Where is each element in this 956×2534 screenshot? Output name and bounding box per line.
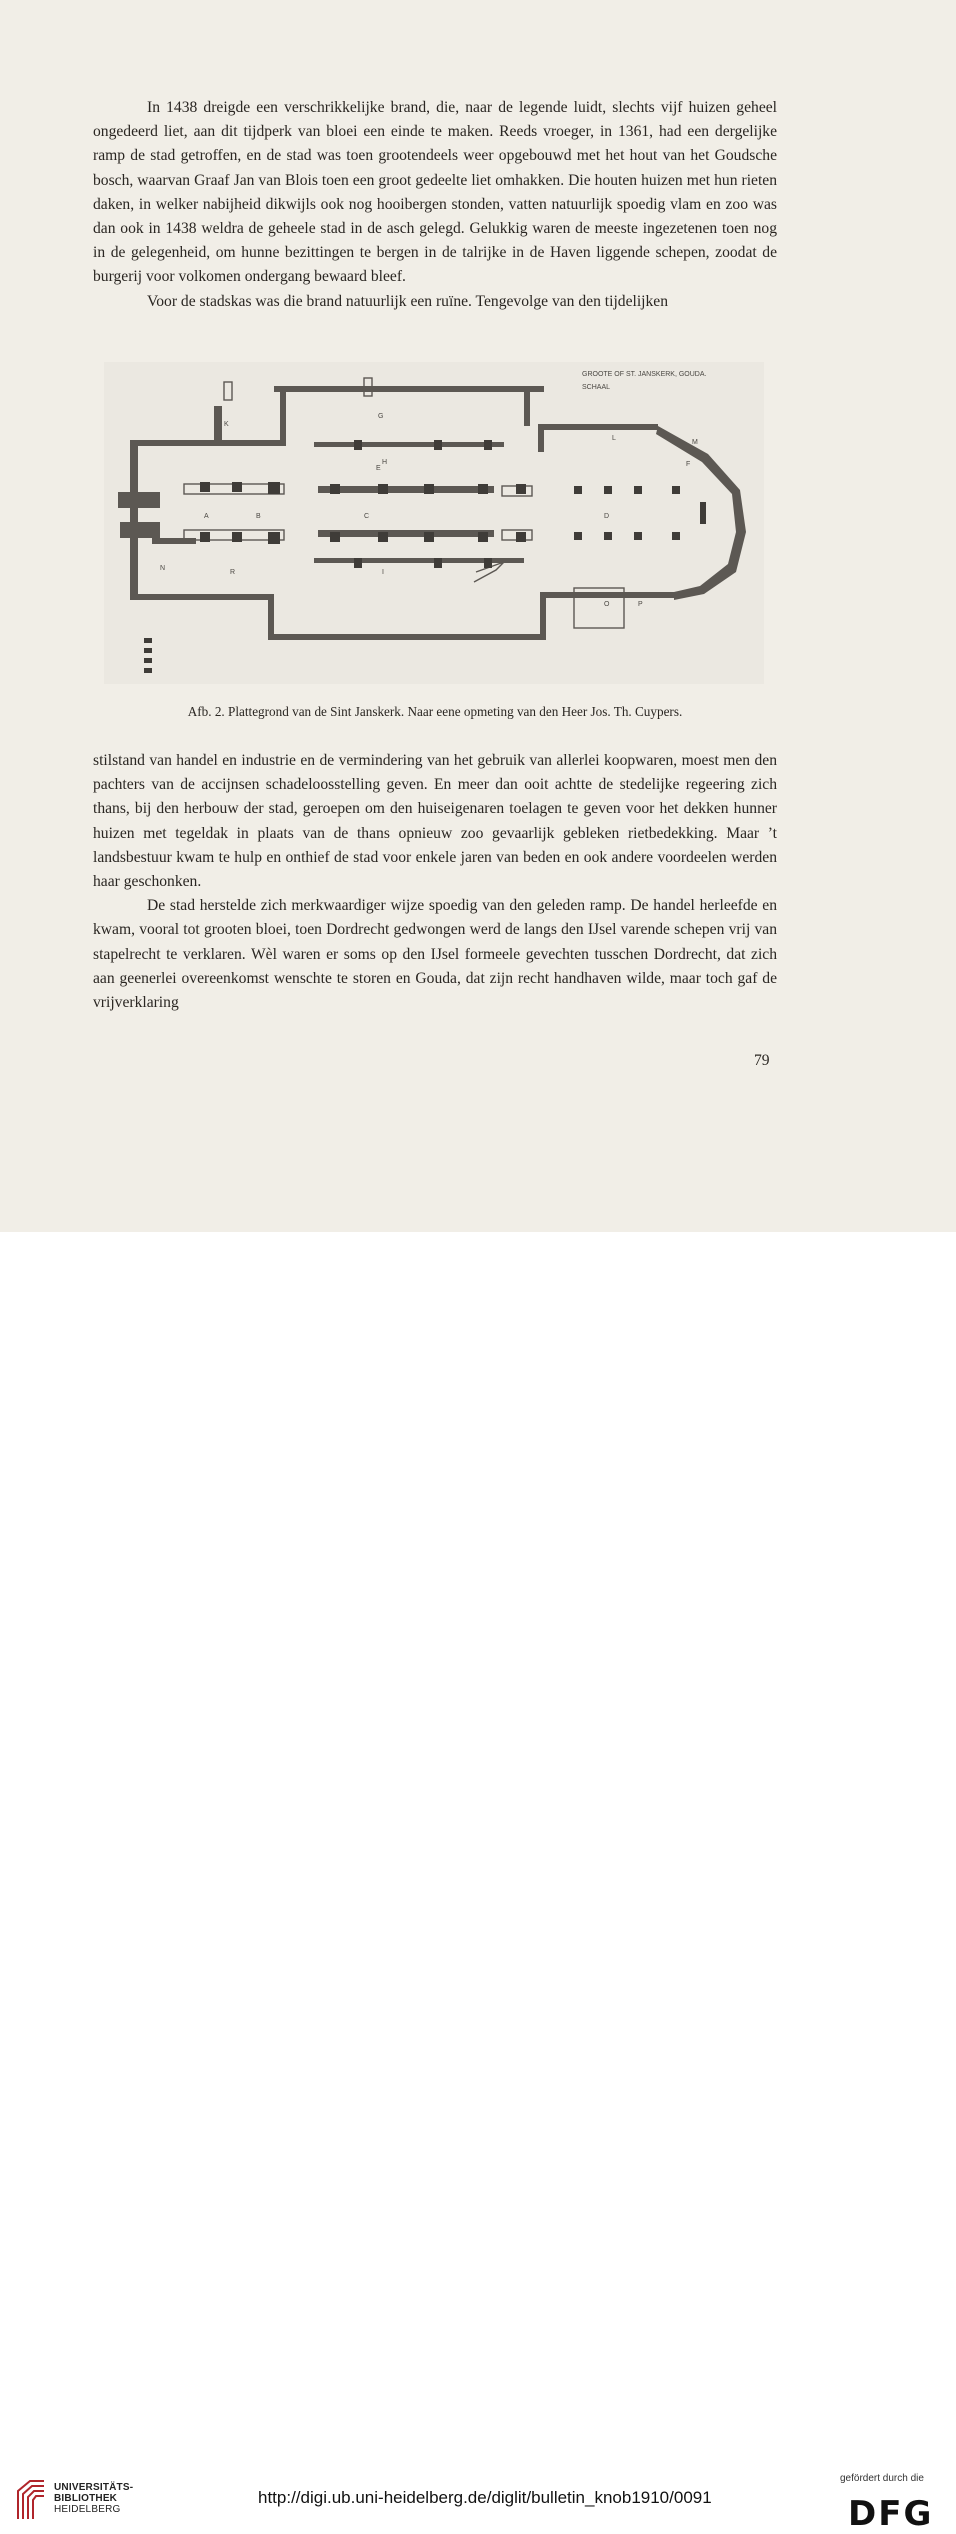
church-floor-plan — [104, 362, 764, 684]
funding-note: gefördert durch die — [840, 2473, 924, 2484]
paragraph: De stad herstelde zich merkwaardiger wijze spoedig van den geleden ramp. De handel herleefde en kwam, vooral tot grooten bloei, toen Dordrecht gedwongen werd de langs den IJsel varende schepen vrij van stapelrecht te verklaren. Wèl waren er soms op den IJsel formeele gevechten tusschen Dordrecht, dat zich aan geenerlei overeenkomst wenschte te storen en Gouda, dat zijn recht handhaven wilde, maar toch gaf de vrijverklaring — [93, 897, 777, 1012]
plan-letter: H — [382, 459, 388, 466]
paragraph: In 1438 dreigde een verschrikkelijke brand, die, naar de legende luidt, slechts vijf huizen geheel ongedeerd liet, aan dit tijdperk van bloei een einde te maken. Reeds vroeger, in 1361, had een dergelijke ramp de stad getroffen, en de stad was toen grootendeels weer opgebouwd met het hout van het Goudsche bosch, waarvan Graaf Jan van Blois toen een groot gedeelte liet omhakken. Die houten huizen met hun rieten daken, in welker nabijheid dikwijls ook nog hooibergen stonden, vatten natuurlijk spoedig vlam en zoo was dan ook in 1438 weldra de geheele stad in de asch gelegd. Gelukkig waren de meeste ingezetenen toen nog in de gelegenheid, om hunne bezittingen te bergen in de talrijke in de Haven liggende schepen, zoodat de burgerij voor volkomen ondergang bewaard bleef. — [93, 99, 777, 286]
library-logo-icon — [14, 2477, 48, 2523]
plan-letter: I — [382, 569, 384, 576]
figure-caption: Afb. 2. Plattegrond van de Sint Janskerk. Naar eene opmeting van den Heer Jos. Th. Cuypers. — [187, 704, 683, 719]
plan-letter: B — [256, 513, 261, 520]
library-name-line: HEIDELBERG — [54, 2504, 121, 2515]
plan-title: GROOTE OF ST. JANSKERK, GOUDA. — [582, 371, 707, 378]
plan-letter: P — [638, 601, 643, 608]
permalink-url[interactable]: http://digi.ub.uni-heidelberg.de/diglit/bulletin_knob1910/0091 — [258, 2488, 712, 2507]
plan-letter: M — [692, 439, 698, 446]
text-block-bottom — [93, 749, 777, 1015]
plan-scale-label: SCHAAL — [582, 384, 611, 391]
scanned-page — [0, 0, 956, 1232]
plan-letter: R — [230, 569, 236, 576]
plan-letter: K — [224, 421, 229, 428]
footer-bar — [0, 1232, 956, 2534]
plan-letter: N — [160, 565, 166, 572]
page-number: 79 — [754, 1052, 770, 1069]
floor-plan-figure — [104, 362, 764, 684]
library-name-line: UNIVERSITÄTS- — [54, 2482, 134, 2493]
plan-letter: O — [604, 601, 610, 608]
text-block-top — [93, 96, 777, 314]
plan-letter: A — [204, 513, 209, 520]
plan-letter: E — [376, 465, 381, 472]
library-name — [54, 2482, 133, 2515]
paragraph: stilstand van handel en industrie en de vermindering van het gebruik van allerlei koopwaren, moest men den pachters van de accijnsen schadeloosstelling geven. En meer dan ooit achtte de stedelijke regeering zich thans, bij den herbouw der stad, geroepen om den huiseigenaren toelagen te geven voor het dekken hunner huizen met tegeldak in plaats van de thans opnieuw zoo gevaarlijk gebleken rietbedekking. Maar ’t landsbestuur kwam te hulp en onthief de stad voor enkele jaren van beden en ook andere voordeelen werden haar geschonken. — [93, 752, 777, 891]
plan-letter: C — [364, 513, 370, 520]
dfg-logo: DFG — [848, 2494, 934, 2534]
library-name-line: BIBLIOTHEK — [54, 2493, 118, 2504]
plan-letter: L — [612, 435, 616, 442]
plan-letter: D — [604, 513, 610, 520]
plan-letter: F — [686, 461, 691, 468]
paragraph: Voor de stadskas was die brand natuurlijk een ruïne. Tengevolge van den tijdelijken — [147, 292, 669, 310]
plan-letter: G — [378, 413, 384, 420]
